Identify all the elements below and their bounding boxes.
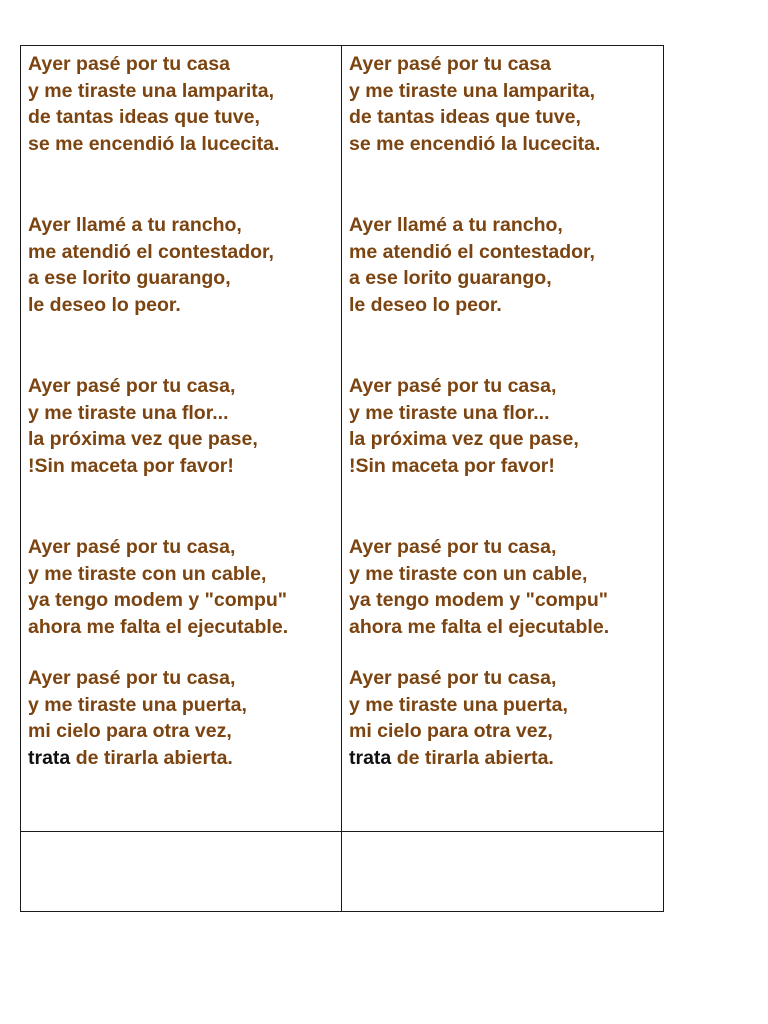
verse-line: Ayer llamé a tu rancho, bbox=[28, 214, 242, 236]
verse-line-rest: de tirarla abierta. bbox=[391, 746, 554, 769]
verse-line: Ayer pasé por tu casa, bbox=[349, 667, 557, 689]
stanza-2 bbox=[349, 212, 663, 318]
verse-line: se me encendió la lucecita. bbox=[349, 132, 601, 155]
stanza-5 bbox=[28, 665, 341, 771]
verse-line: se me encendió la lucecita. bbox=[28, 132, 280, 155]
verse-line: Ayer pasé por tu casa, bbox=[28, 375, 236, 397]
verse-line: mi cielo para otra vez, bbox=[28, 720, 232, 742]
verse-line: ahora me falta el ejecutable. bbox=[28, 615, 289, 638]
verse-line: y me tiraste con un cable, bbox=[349, 562, 588, 585]
verse-line: la próxima vez que pase, bbox=[28, 428, 258, 450]
verse-line: !Sin maceta por favor! bbox=[28, 454, 234, 477]
verse-line: Ayer pasé por tu casa bbox=[28, 53, 230, 75]
stanza-1 bbox=[349, 51, 663, 157]
card-left-content bbox=[21, 46, 341, 771]
emphasis-word: trata bbox=[349, 746, 392, 769]
stanza-3 bbox=[349, 373, 663, 479]
verse-line: Ayer pasé por tu casa, bbox=[349, 536, 557, 558]
emphasis-word: trata bbox=[28, 746, 71, 769]
stanza-4 bbox=[28, 534, 341, 640]
verse-line: ahora me falta el ejecutable. bbox=[349, 615, 610, 638]
empty-cell-right bbox=[342, 832, 664, 912]
verse-line: y me tiraste una lamparita, bbox=[28, 79, 275, 102]
verse-line: la próxima vez que pase, bbox=[349, 428, 579, 450]
verse-line: me atendió el contestador, bbox=[28, 240, 274, 263]
verse-line: Ayer pasé por tu casa, bbox=[349, 375, 557, 397]
verse-line: me atendió el contestador, bbox=[349, 240, 595, 263]
verse-line: !Sin maceta por favor! bbox=[349, 454, 555, 477]
verse-line: Ayer pasé por tu casa, bbox=[28, 536, 236, 558]
stanza-3 bbox=[28, 373, 341, 479]
verse-line-last bbox=[28, 745, 341, 772]
empty-cell-left bbox=[21, 832, 342, 912]
verse-line: ya tengo modem y "compu" bbox=[349, 589, 609, 611]
empty-row bbox=[21, 832, 664, 912]
stanza-5 bbox=[349, 665, 663, 771]
verse-line: y me tiraste una puerta, bbox=[349, 693, 568, 716]
verse-line: mi cielo para otra vez, bbox=[349, 720, 553, 742]
verse-line: de tantas ideas que tuve, bbox=[349, 106, 581, 128]
card-table bbox=[20, 45, 664, 912]
stanza-4 bbox=[349, 534, 663, 640]
verse-line: y me tiraste con un cable, bbox=[28, 562, 267, 585]
card-right-content bbox=[342, 46, 663, 771]
verse-line: le deseo lo peor. bbox=[28, 293, 181, 316]
verse-line: de tantas ideas que tuve, bbox=[28, 106, 260, 128]
verse-line: Ayer pasé por tu casa, bbox=[28, 667, 236, 689]
card-left bbox=[21, 46, 342, 832]
verse-line: a ese lorito guarango, bbox=[349, 267, 552, 289]
verse-line: le deseo lo peor. bbox=[349, 293, 502, 316]
verse-line-rest: de tirarla abierta. bbox=[70, 746, 233, 769]
verse-line: y me tiraste una flor... bbox=[28, 401, 229, 424]
verse-line: y me tiraste una flor... bbox=[349, 401, 550, 424]
card-right bbox=[342, 46, 664, 832]
verse-line: ya tengo modem y "compu" bbox=[28, 589, 288, 611]
verse-line: a ese lorito guarango, bbox=[28, 267, 231, 289]
verse-line: Ayer llamé a tu rancho, bbox=[349, 214, 563, 236]
verse-line: Ayer pasé por tu casa bbox=[349, 53, 551, 75]
verse-line-last bbox=[349, 745, 663, 772]
stanza-1 bbox=[28, 51, 341, 157]
stanza-2 bbox=[28, 212, 341, 318]
verse-line: y me tiraste una lamparita, bbox=[349, 79, 596, 102]
card-row bbox=[21, 46, 664, 832]
verse-line: y me tiraste una puerta, bbox=[28, 693, 247, 716]
